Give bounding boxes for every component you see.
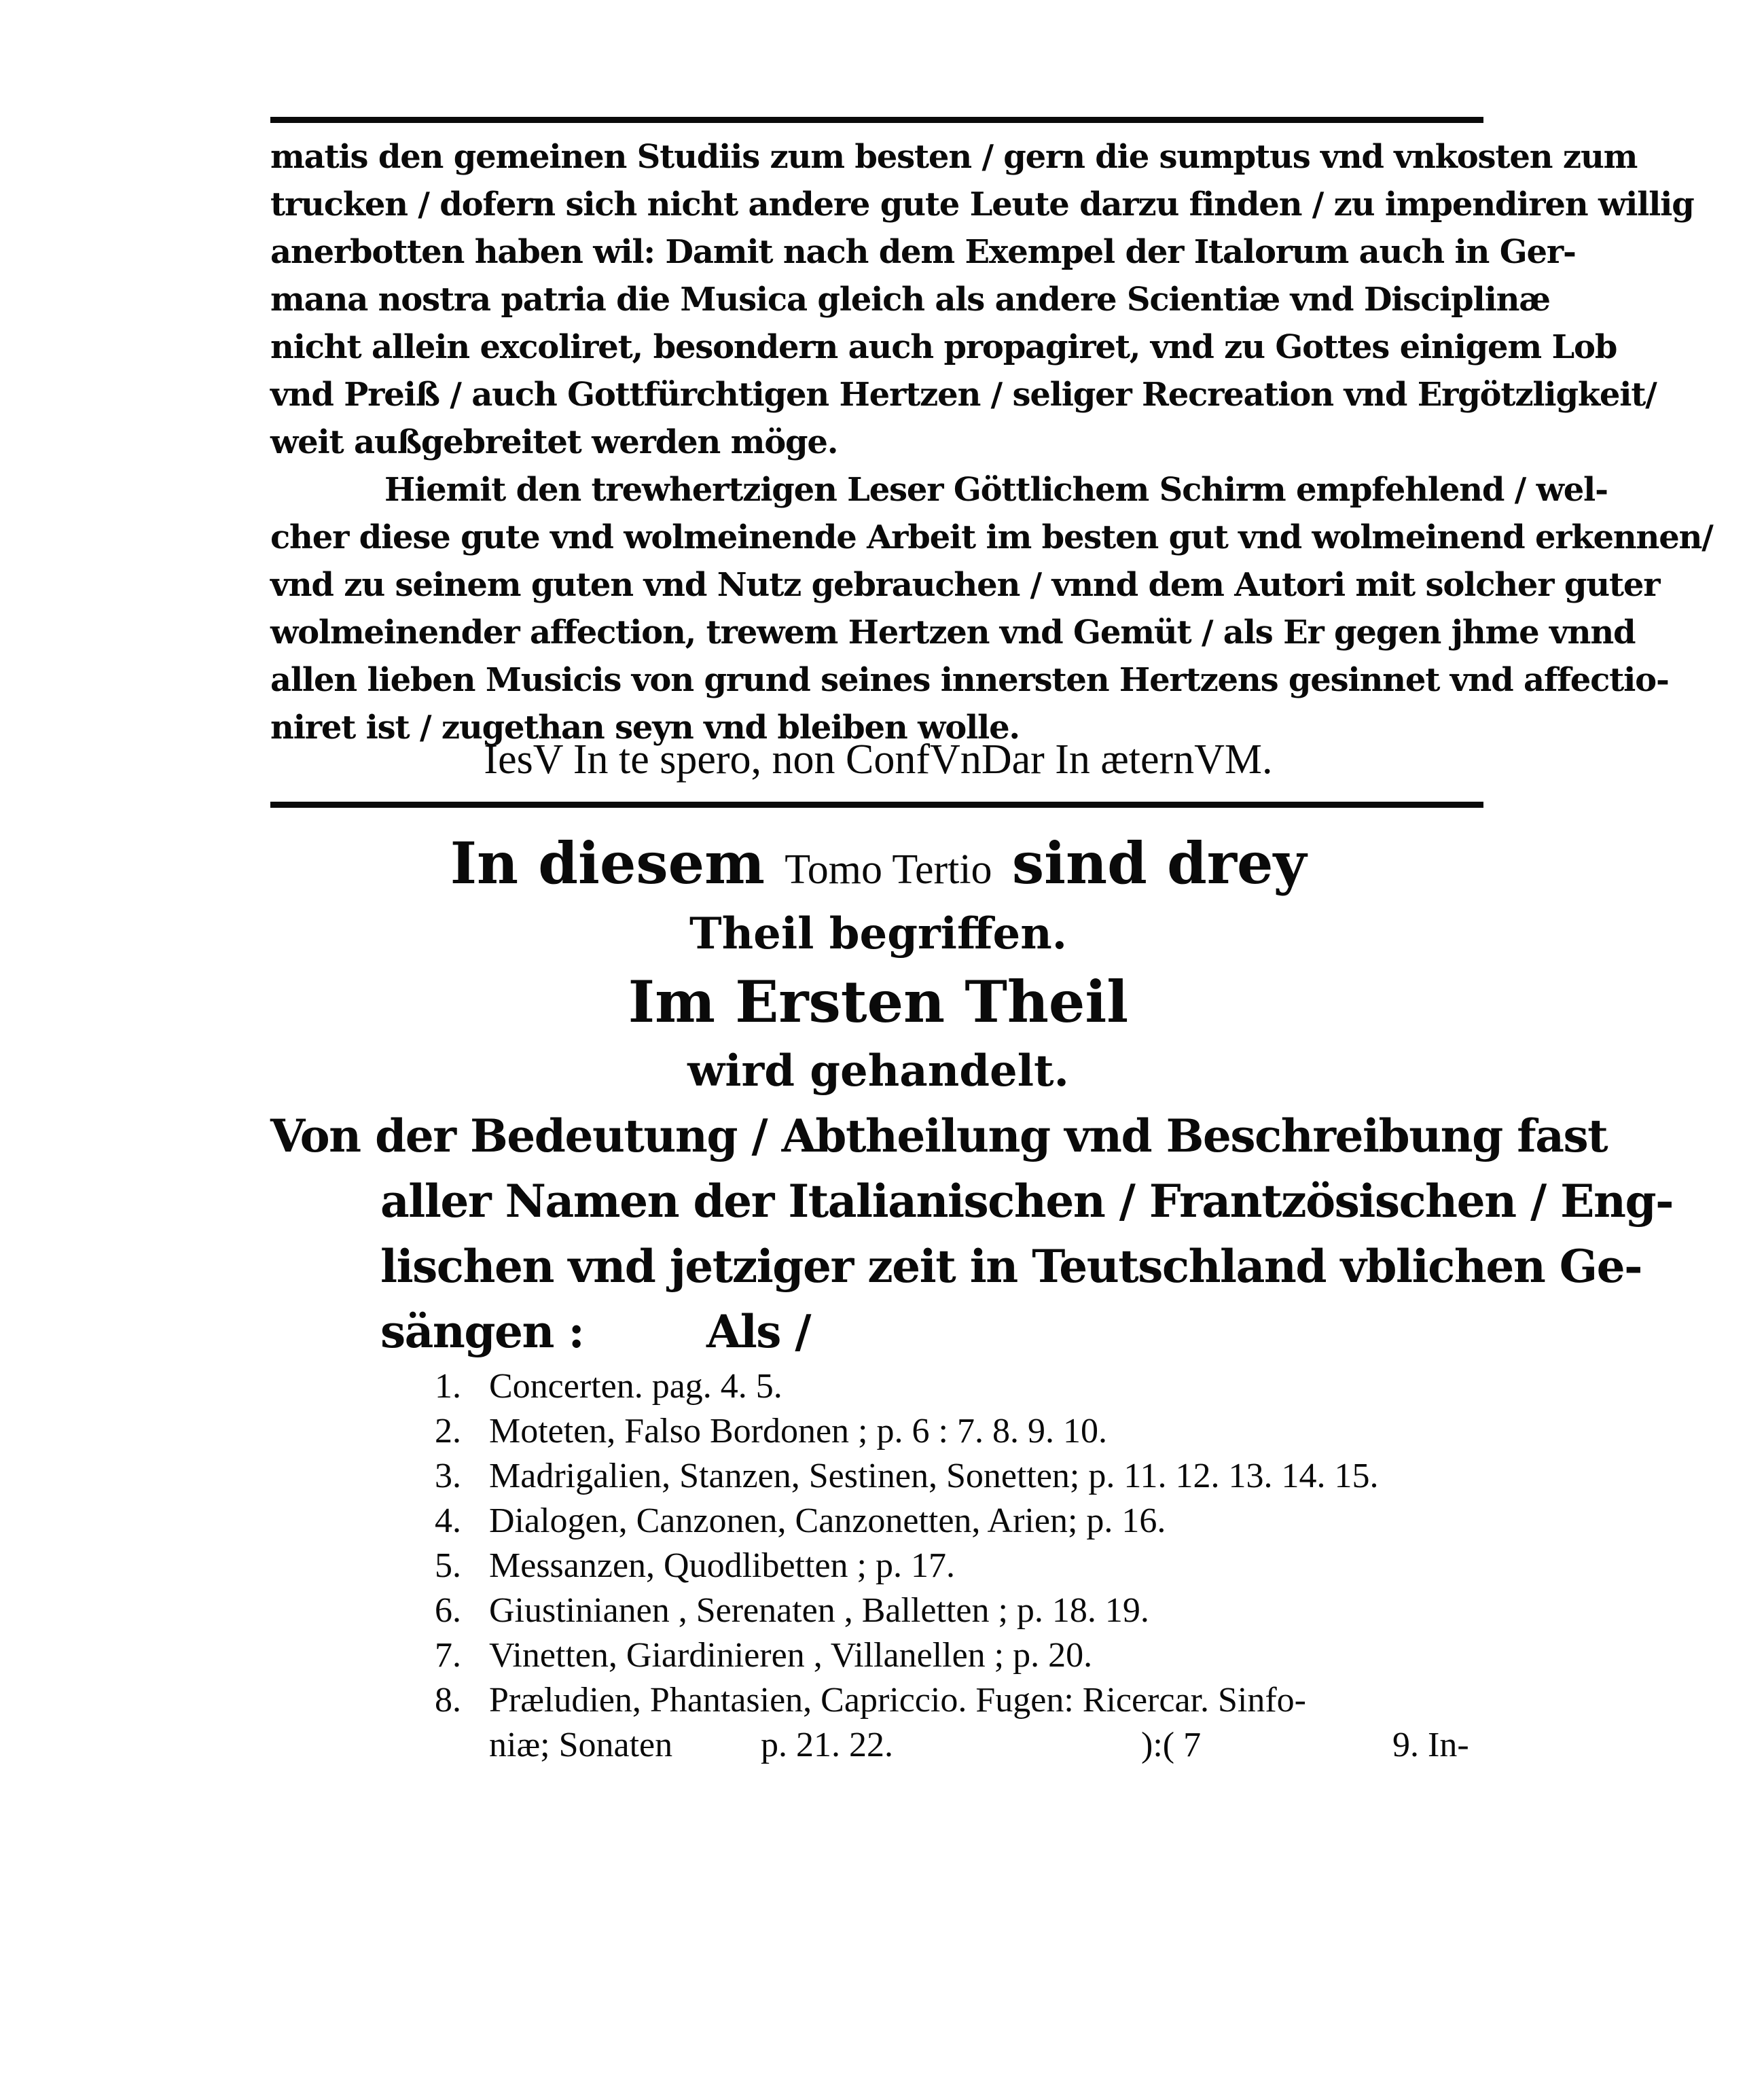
preface-line: allen lieben Musicis von grund seines innersten Hertzens gesinnet vnd affectio- <box>270 661 1669 699</box>
motto: IesV In te spero, non ConfVnDar In æternVM. <box>484 736 1273 783</box>
list-item <box>435 1454 1494 1499</box>
von-line: sängen : <box>380 1305 584 1358</box>
preface-line: mana nostra patria die Musica gleich als andere Scientiæ vnd Disciplinæ <box>270 281 1550 319</box>
heading-line-2: Theil begriffen. <box>689 908 1068 959</box>
preface-line: wolmeinender affection, trewem Hertzen vnd Gemüt / als Er gegen jhme vnnd <box>270 613 1636 652</box>
heading-line-3: Im Ersten Theil <box>628 968 1129 1035</box>
heading-line-1 <box>270 826 1486 907</box>
list-item-text: Madrigalien, Stanzen, Sestinen, Sonetten; p. 11. 12. 13. 14. 15. <box>489 1457 1379 1495</box>
list-item-text: Giustinianen , Serenaten , Balletten ; p. 18. 19. <box>489 1591 1149 1630</box>
list-item-number: 5. <box>435 1546 461 1585</box>
list-item-number: 4. <box>435 1501 461 1540</box>
list-item-text: Vinetten, Giardinieren , Villanellen ; p. 20. <box>489 1636 1093 1675</box>
list-continuation-pages: p. 21. 22. <box>761 1726 893 1764</box>
von-line: Von der Bedeutung / Abtheilung vnd Beschreibung fast <box>270 1109 1608 1162</box>
preface-line: nicht allein excoliret, besondern auch propagiret, vnd zu Gottes einigem Lob <box>270 328 1617 366</box>
signature-mark: ):( 7 <box>1141 1726 1202 1764</box>
preface-line: niret ist / zugethan seyn vnd bleiben wolle. <box>270 709 1020 747</box>
preface-line: cher diese gute vnd wolmeinende Arbeit im besten gut vnd wolmeinend erkennen/ <box>270 518 1713 556</box>
top-rule <box>270 117 1483 123</box>
list-item-text: Concerten. pag. 4. 5. <box>489 1367 782 1406</box>
von-line: lischen vnd jetziger zeit in Teutschland vblichen Ge- <box>380 1240 1642 1293</box>
list-item <box>435 1544 1494 1588</box>
list-item <box>435 1588 1494 1633</box>
list-item-text: Messanzen, Quodlibetten ; p. 17. <box>489 1546 955 1585</box>
preface-line: weit außgebreitet werden möge. <box>270 423 838 461</box>
middle-rule <box>270 802 1483 808</box>
preface-line: Hiemit den trewhertzigen Leser Göttlichem Schirm empfehlend / wel- <box>384 471 1608 509</box>
list-item-text: Dialogen, Canzonen, Canzonetten, Arien; p. 16. <box>489 1501 1166 1540</box>
list-item-number: 8. <box>435 1681 461 1720</box>
catchword: 9. In- <box>1392 1726 1469 1764</box>
heading-fraktur-a: In diesem <box>450 830 765 897</box>
von-line-als: Als / <box>706 1305 811 1358</box>
list-item <box>435 1364 1494 1409</box>
list-item-number: 3. <box>435 1457 461 1495</box>
preface-line: matis den gemeinen Studiis zum besten / gern die sumptus vnd vnkosten zum <box>270 138 1638 176</box>
list-item-text: Moteten, Falso Bordonen ; p. 6 : 7. 8. 9. 10. <box>489 1412 1107 1451</box>
list-item-number: 1. <box>435 1367 461 1406</box>
list-continuation: niæ; Sonaten <box>489 1726 673 1764</box>
von-line: aller Namen der Italianischen / Frantzösischen / Eng- <box>380 1175 1674 1228</box>
list-item-number: 6. <box>435 1591 461 1630</box>
preface-line: trucken / dofern sich nicht andere gute Leute darzu finden / zu impendiren willig <box>270 185 1694 224</box>
preface-line: vnd Preiß / auch Gottfürchtigen Hertzen / seliger Recreation vnd Ergötzligkeit/ <box>270 376 1657 414</box>
heading-line-4: wird gehandelt. <box>687 1046 1069 1097</box>
list-item-number: 2. <box>435 1412 461 1451</box>
list-item <box>435 1409 1494 1454</box>
list-item <box>435 1499 1494 1544</box>
list-item <box>435 1678 1494 1723</box>
list-item-number: 7. <box>435 1636 461 1675</box>
heading-fraktur-b: sind drey <box>1011 830 1307 897</box>
preface-line: vnd zu seinem guten vnd Nutz gebrauchen / vnnd dem Autori mit solcher guter <box>270 566 1660 604</box>
list-item-text: Præludien, Phantasien, Capriccio. Fugen: Ricercar. Sinfo- <box>489 1681 1306 1720</box>
heading-roman: Tomo Tertio <box>785 847 992 893</box>
preface-line: anerbotten haben wil: Damit nach dem Exempel der Italorum auch in Ger- <box>270 233 1576 271</box>
list-item <box>435 1633 1494 1678</box>
